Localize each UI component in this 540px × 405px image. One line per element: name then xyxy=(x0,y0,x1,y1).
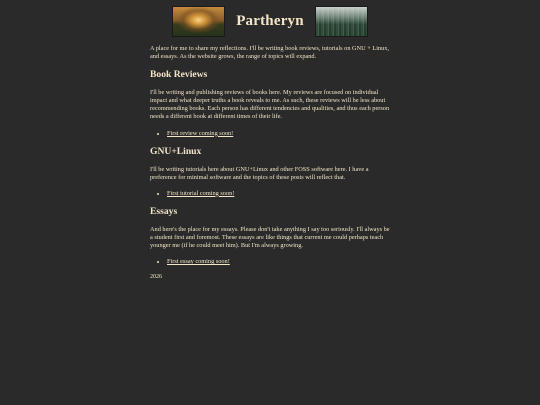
section-heading-essays: Essays xyxy=(150,205,178,217)
section-body-book-reviews: I'll be writing and publishing reviews of books here. My reviews are focused on individual impact and what deeper truths a book reveals to me. As such, these reviews will be less about recommending books. Each person has different tendencies and qualities, and thus each person needs a different book at different times of their life. xyxy=(150,89,390,121)
footer-year: 2026 xyxy=(150,274,162,281)
section-body-gnu-linux: I'll be writing tutorials here about GNU+Linux and other FOSS software here. I have a preference for minimal software and the topics of these posts will reflect that. xyxy=(150,165,369,181)
section-heading-gnu-linux: GNU+Linux xyxy=(150,145,202,157)
site-title: Partheryn xyxy=(236,12,304,29)
first-review-link[interactable]: First review coming soon! xyxy=(167,129,234,137)
list-item xyxy=(167,130,390,138)
page-content xyxy=(150,0,390,280)
intro-paragraph: A place for me to share my reflections. I'll be writing book reviews, tutorials on GNU + Linux, and essays. As the website grows, the range of topics will expand. xyxy=(150,45,390,61)
essays-list xyxy=(150,258,390,266)
first-tutorial-link[interactable]: First tutorial coming soon! xyxy=(167,189,235,197)
first-essay-link[interactable]: First essay coming soon! xyxy=(167,258,230,266)
gnu-linux-list xyxy=(150,190,390,198)
section-body-essays: And here's the place for my essays. Please don't take anything I say too seriously. I'll always be a student first and foremost. These essays are like things that current me could perhaps teach younger me (if he could meet him). But I'm always growing. xyxy=(150,225,390,249)
list-item xyxy=(167,190,390,198)
book-reviews-list xyxy=(150,130,390,138)
section-heading-book-reviews: Book Reviews xyxy=(150,69,208,81)
misty-forest-image xyxy=(315,6,368,37)
site-header xyxy=(150,5,390,37)
list-item xyxy=(167,258,390,266)
sunset-meadow-image xyxy=(172,6,225,37)
